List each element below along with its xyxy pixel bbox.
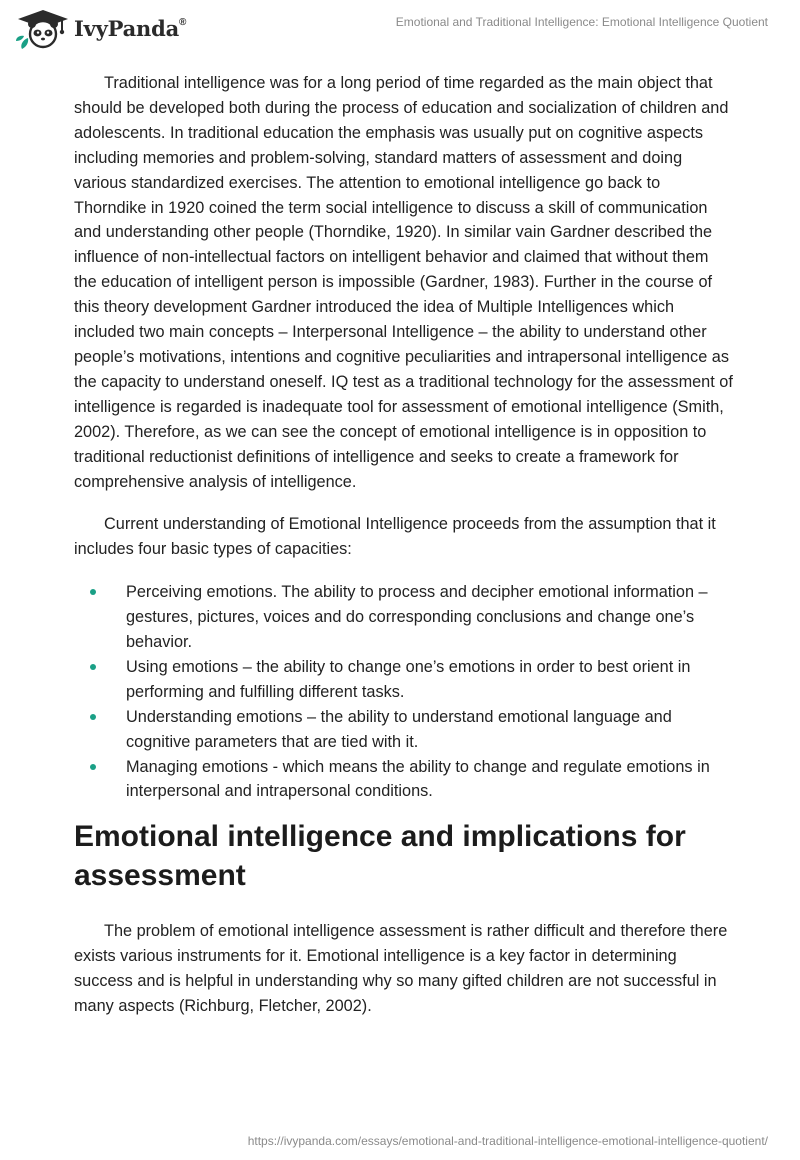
document-title: Emotional and Traditional Intelligence: Emotional Intelligence Quotient (395, 15, 768, 29)
list-item: Understanding emotions – the ability to understand emotional language and cognitive parameters that are tied with it. (74, 705, 734, 755)
bullet-icon (90, 664, 96, 670)
essay-content (74, 71, 734, 1037)
paragraph-current-understanding: Current understanding of Emotional Intelligence proceeds from the assumption that it includes four basic types of capacities: (74, 515, 716, 559)
panda-graduate-icon (14, 6, 72, 50)
source-url[interactable]: https://ivypanda.com/essays/emotional-and-traditional-intelligence-emotional-intelligence-quotient/ (247, 1134, 768, 1148)
ivypanda-logo[interactable] (14, 6, 186, 50)
bullet-icon (90, 589, 96, 595)
bullet-icon (90, 714, 96, 720)
capacities-list (74, 580, 734, 804)
paragraph-assessment: The problem of emotional intelligence assessment is rather difficult and therefore there exists various instruments for it. Emotional intelligence is a key factor in determining success and is helpful in understanding why so many gifted children are not successful in many aspects (Richburg, Fletcher, 2002). (74, 922, 728, 1016)
paragraph-traditional-intelligence: Traditional intelligence was for a long period of time regarded as the main object that should be developed both during the process of education and socialization of children and adolescents. In traditional education the emphasis was usually put on cognitive aspects including memories and problem-solving, standard matters of assessment and doing various standardized exercises. The attention to emotional intelligence go back to Thorndike in 1920 coined the term social intelligence to discuss a skill of communication and understanding other people (Thorndike, 1920). In similar vain Gardner described the influence of non-intellectual factors on intelligent behavior and claimed that without them the education of intelligent person is impossible (Gardner, 1983). Further in the course of this theory development Gardner introduced the idea of Multiple Intelligences which included two main concepts – Interpersonal Intelligence – the ability to understand other people’s motivations, intentions and cognitive peculiarities and intrapersonal intelligence as the capacity to understand oneself. IQ test as a traditional technology for the assessment of intelligence is regarded is inadequate tool for assessment of emotional intelligence (Smith, 2002). Therefore, as we can see the concept of emotional intelligence is in opposition to traditional reductionist definitions of intelligence and seeks to create a framework for comprehensive analysis of intelligence. (74, 74, 733, 491)
page-header (0, 0, 800, 60)
bullet-icon (90, 764, 96, 770)
list-item: Managing emotions - which means the ability to change and regulate emotions in interpersonal and intrapersonal conditions. (74, 755, 734, 805)
section-heading: Emotional intelligence and implications for assessment (74, 820, 686, 893)
logo-wordmark: IvyPanda® (74, 15, 187, 41)
list-item: Perceiving emotions. The ability to process and decipher emotional information – gestures, pictures, voices and do corresponding conclusions and change one’s behavior. (74, 580, 734, 655)
list-item: Using emotions – the ability to change one’s emotions in order to best orient in performing and fulfilling different tasks. (74, 655, 734, 705)
